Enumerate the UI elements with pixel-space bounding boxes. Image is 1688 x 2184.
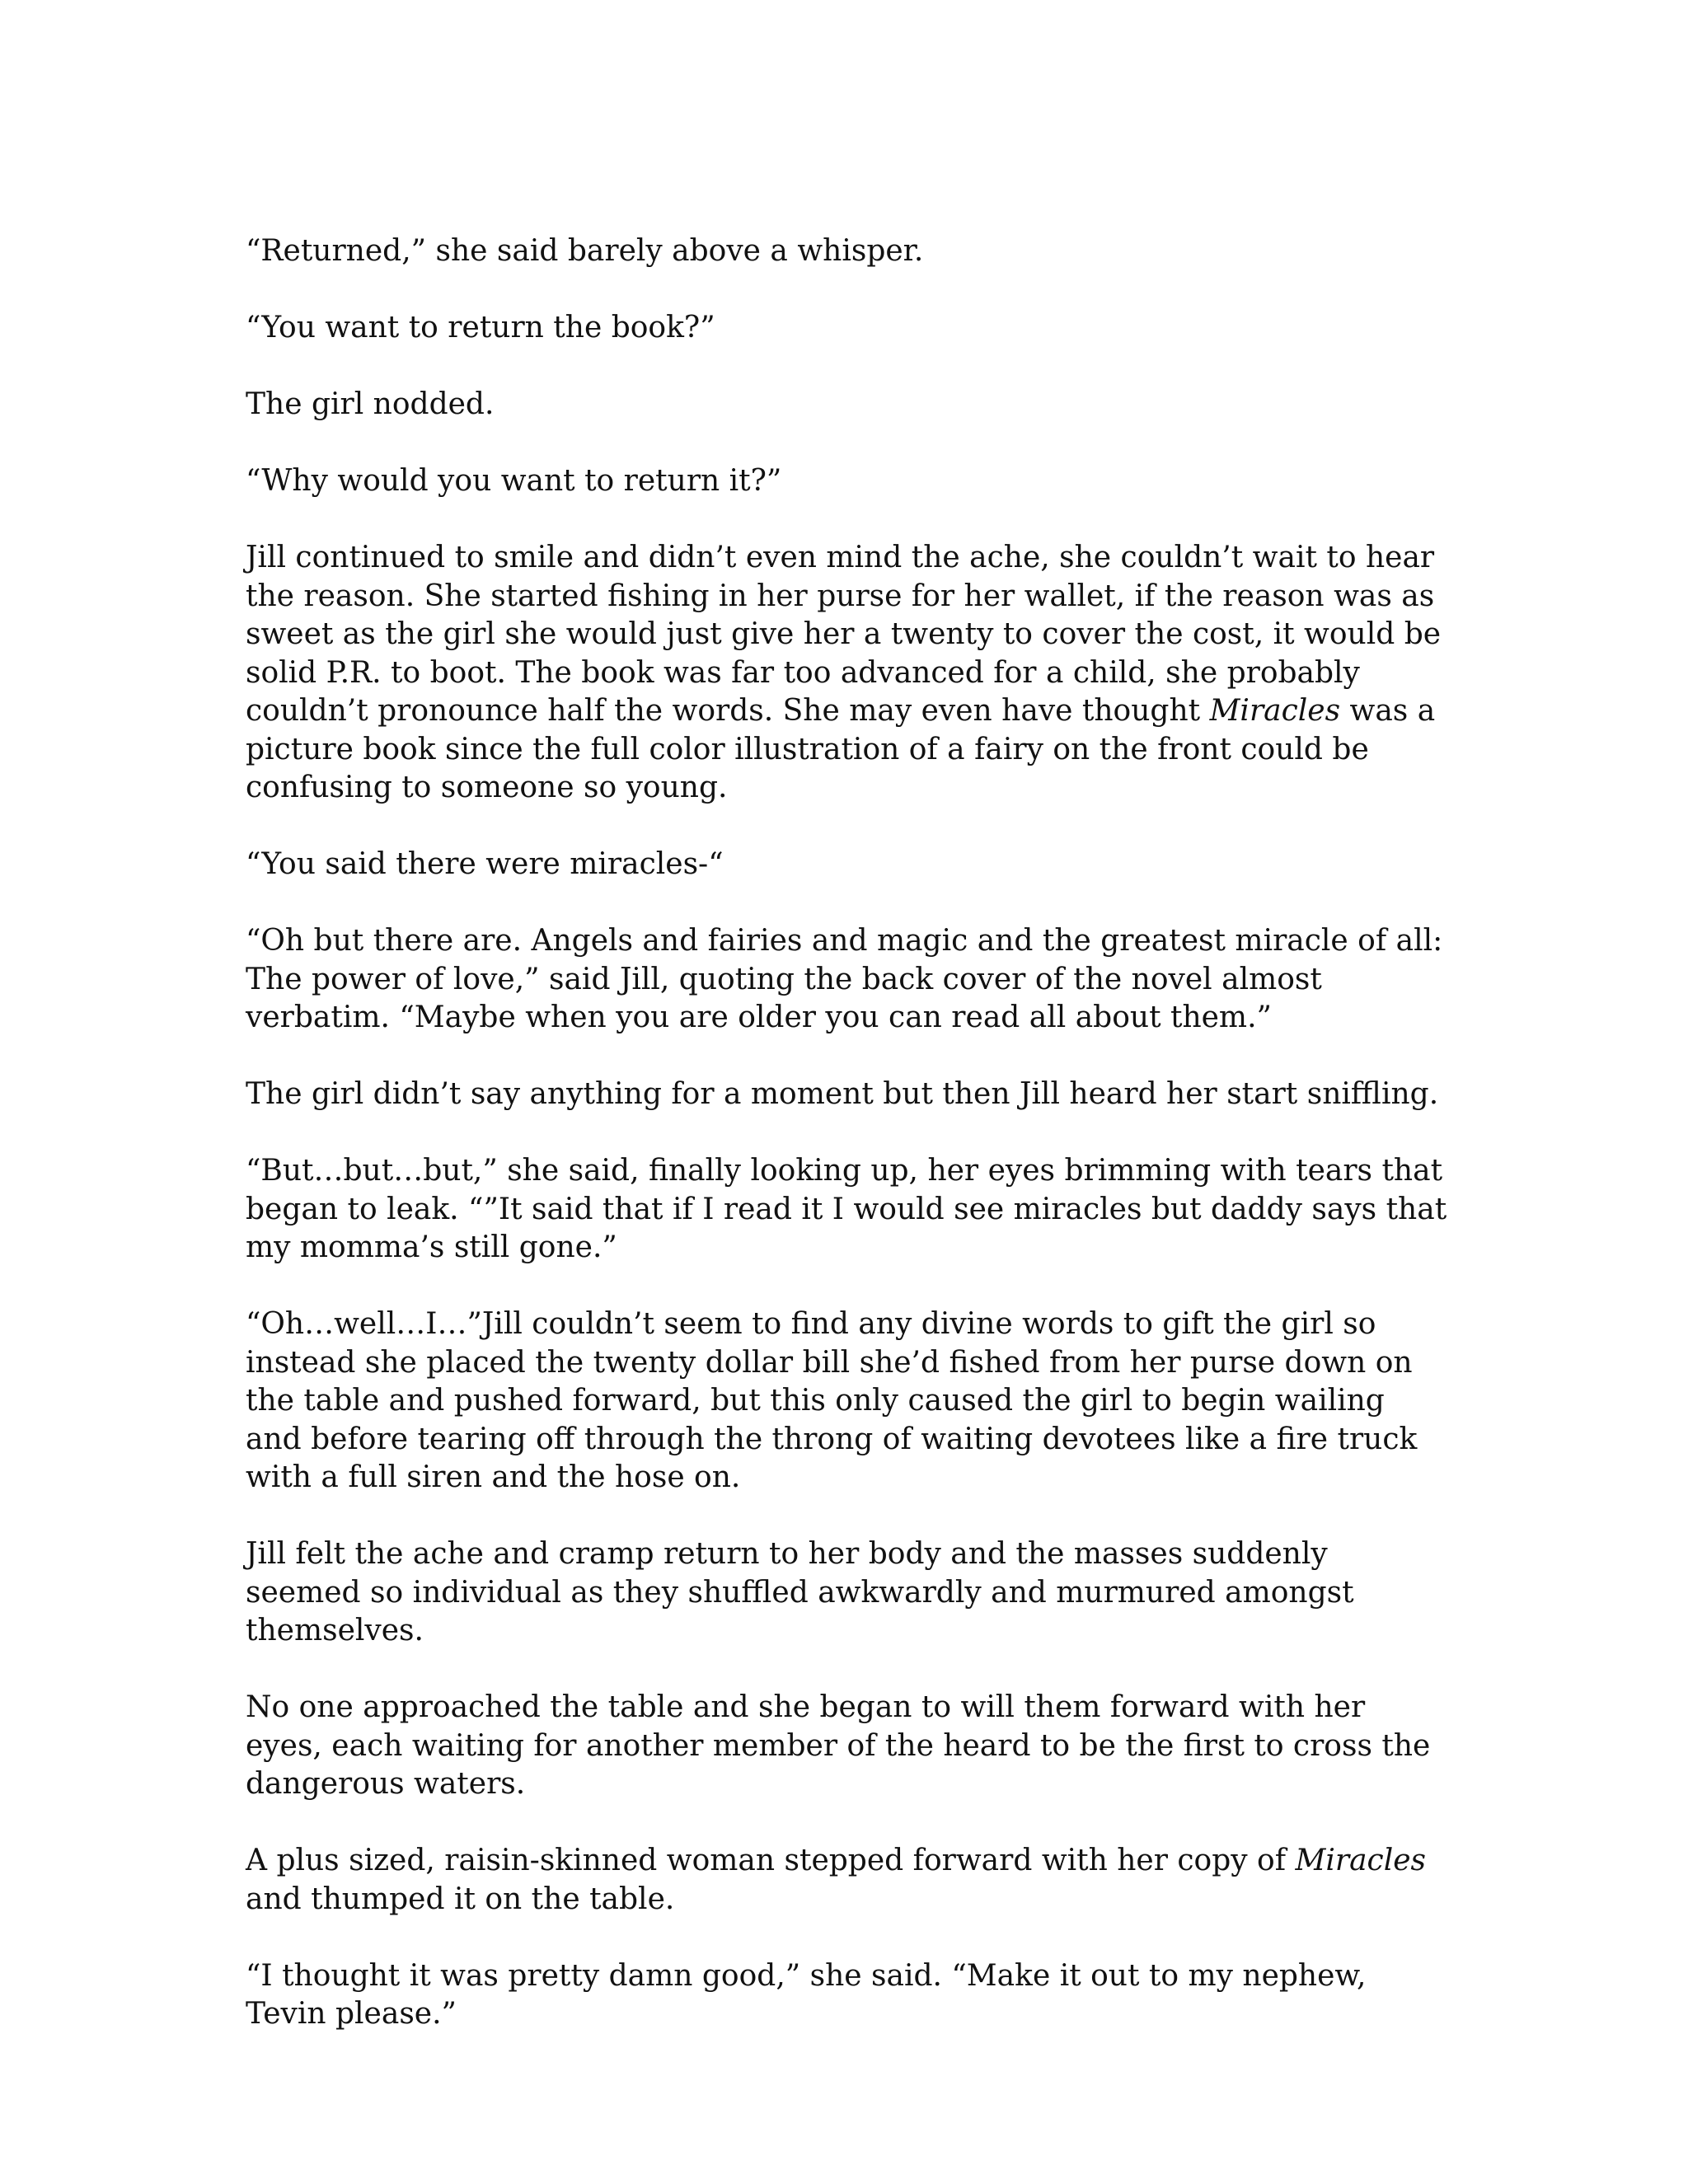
paragraph-8 xyxy=(246,1076,1449,1114)
paragraph-text: “Oh but there are. Angels and fairies and magic and the greatest miracle of all: The power of love,” said Jill, quoting the back cover of the novel almost verbatim. “Maybe when you are older you can read all about them.” xyxy=(246,924,1443,1034)
body-text xyxy=(246,232,1449,2034)
paragraph-5 xyxy=(246,539,1449,808)
paragraph-text: and thumped it on the table. xyxy=(246,1882,675,1916)
paragraph-text: Jill felt the ache and cramp return to her body and the masses suddenly seemed so individual as they shuffled awkwardly and murmured amongst themselves. xyxy=(246,1537,1354,1647)
paragraph-text: “Returned,” she said barely above a whisper. xyxy=(246,234,924,268)
paragraph-text: “Oh…well…I…”Jill couldn’t seem to find any divine words to gift the girl so instead she placed the twenty dollar bill she’d fished from her purse down on the table and pushed forward, but this only caused the girl to begin wailing and before tearing off through the throng of waiting devotees like a fire truck with a full siren and the hose on. xyxy=(246,1307,1418,1494)
book-title-italic: Miracles xyxy=(1295,1844,1426,1877)
paragraph-9 xyxy=(246,1152,1449,1268)
paragraph-text: No one approached the table and she began to will them forward with her eyes, each waiting for another member of the heard to be the first to cross the dangerous waters. xyxy=(246,1690,1431,1801)
book-title-italic: Miracles xyxy=(1209,694,1341,728)
paragraph-text: Jill continued to smile and didn’t even mind the ache, she couldn’t wait to hear the reason. She started fishing in her purse for her wallet, if the reason was as sweet as the girl she would just give her a twenty to cover the cost, it would be solid P.R. to boot. The book was far too advanced for a child, she probably couldn’t pronounce half the words. She may even have thought xyxy=(246,541,1442,728)
paragraph-13 xyxy=(246,1842,1449,1919)
paragraph-14 xyxy=(246,1957,1449,2034)
paragraph-text: “You said there were miracles-“ xyxy=(246,847,724,881)
paragraph-6 xyxy=(246,846,1449,884)
paragraph-2 xyxy=(246,309,1449,348)
paragraph-11 xyxy=(246,1535,1449,1651)
paragraph-text: The girl nodded. xyxy=(246,387,495,421)
paragraph-text: “I thought it was pretty damn good,” she said. “Make it out to my nephew, Tevin please.” xyxy=(246,1958,1367,2031)
paragraph-text: “Why would you want to return it?” xyxy=(246,464,782,498)
paragraph-text: “You want to return the book?” xyxy=(246,311,715,344)
paragraph-1 xyxy=(246,232,1449,271)
paragraph-12 xyxy=(246,1689,1449,1804)
paragraph-text: “But…but…but,” she said, finally looking up, her eyes brimming with tears that began to leak. “”It said that if I read it I would see miracles but daddy says that my momma’s still gone.” xyxy=(246,1154,1447,1264)
paragraph-4 xyxy=(246,462,1449,501)
paragraph-text: The girl didn’t say anything for a moment but then Jill heard her start sniffling. xyxy=(246,1077,1439,1111)
paragraph-7 xyxy=(246,922,1449,1038)
paragraph-10 xyxy=(246,1305,1449,1497)
paragraph-text: was a picture book since the full color illustration of a fairy on the front could be confusing to someone so young. xyxy=(246,694,1436,804)
paragraph-3 xyxy=(246,386,1449,424)
paragraph-text: A plus sized, raisin-skinned woman stepped forward with her copy of xyxy=(246,1844,1296,1877)
